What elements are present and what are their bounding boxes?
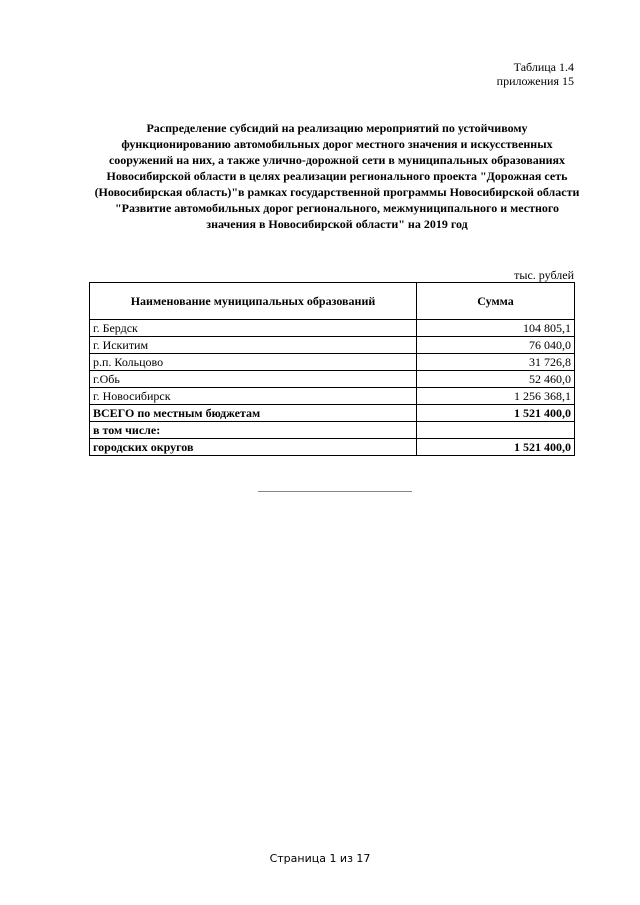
urban-districts-name: городских округов [90,439,417,456]
column-header-name: Наименование муниципальных образований [90,283,417,320]
row-name: г. Искитим [90,337,417,354]
table-row [90,320,575,337]
subsidy-table [89,282,575,456]
table-header-row [90,283,575,320]
urban-districts-value: 1 521 400,0 [417,439,575,456]
row-name: г. Новосибирск [90,388,417,405]
urban-districts-row [90,439,575,456]
row-name: г. Бердск [90,320,417,337]
total-row [90,405,575,422]
including-value [417,422,575,439]
appendix-number: приложения 15 [496,74,574,88]
including-name: в том числе: [90,422,417,439]
table-row [90,371,575,388]
row-value: 76 040,0 [417,337,575,354]
including-row [90,422,575,439]
table-reference [497,60,574,88]
table-number: Таблица 1.4 [513,60,574,74]
column-header-sum: Сумма [417,283,575,320]
separator-line [258,491,412,492]
units-label: тыс. рублей [514,268,574,282]
row-name: р.п. Кольцово [90,354,417,371]
row-name: г.Обь [90,371,417,388]
table-row [90,337,575,354]
table-row [90,354,575,371]
row-value: 104 805,1 [417,320,575,337]
row-value: 1 256 368,1 [417,388,575,405]
total-name: ВСЕГО по местным бюджетам [90,405,417,422]
row-value: 31 726,8 [417,354,575,371]
table-row [90,388,575,405]
row-value: 52 460,0 [417,371,575,388]
page-footer: Страница 1 из 17 [269,852,371,865]
total-value: 1 521 400,0 [417,405,575,422]
document-title: Распределение субсидий на реализацию мероприятий по устойчивому функционированию автомобильных дорог местного значения и искусственных сооружений на них, а также улично-дорожной сети в муниципальных образованиях Новосибирской области в целях реализации регионального проекта "Дорожная сеть (Новосибирская область)"в рамках государственной программы Новосибирской области "Развитие автомобильных дорог регионального, межмуниципального и местного значения в Новосибирской области" на 2019 год [94,121,580,231]
